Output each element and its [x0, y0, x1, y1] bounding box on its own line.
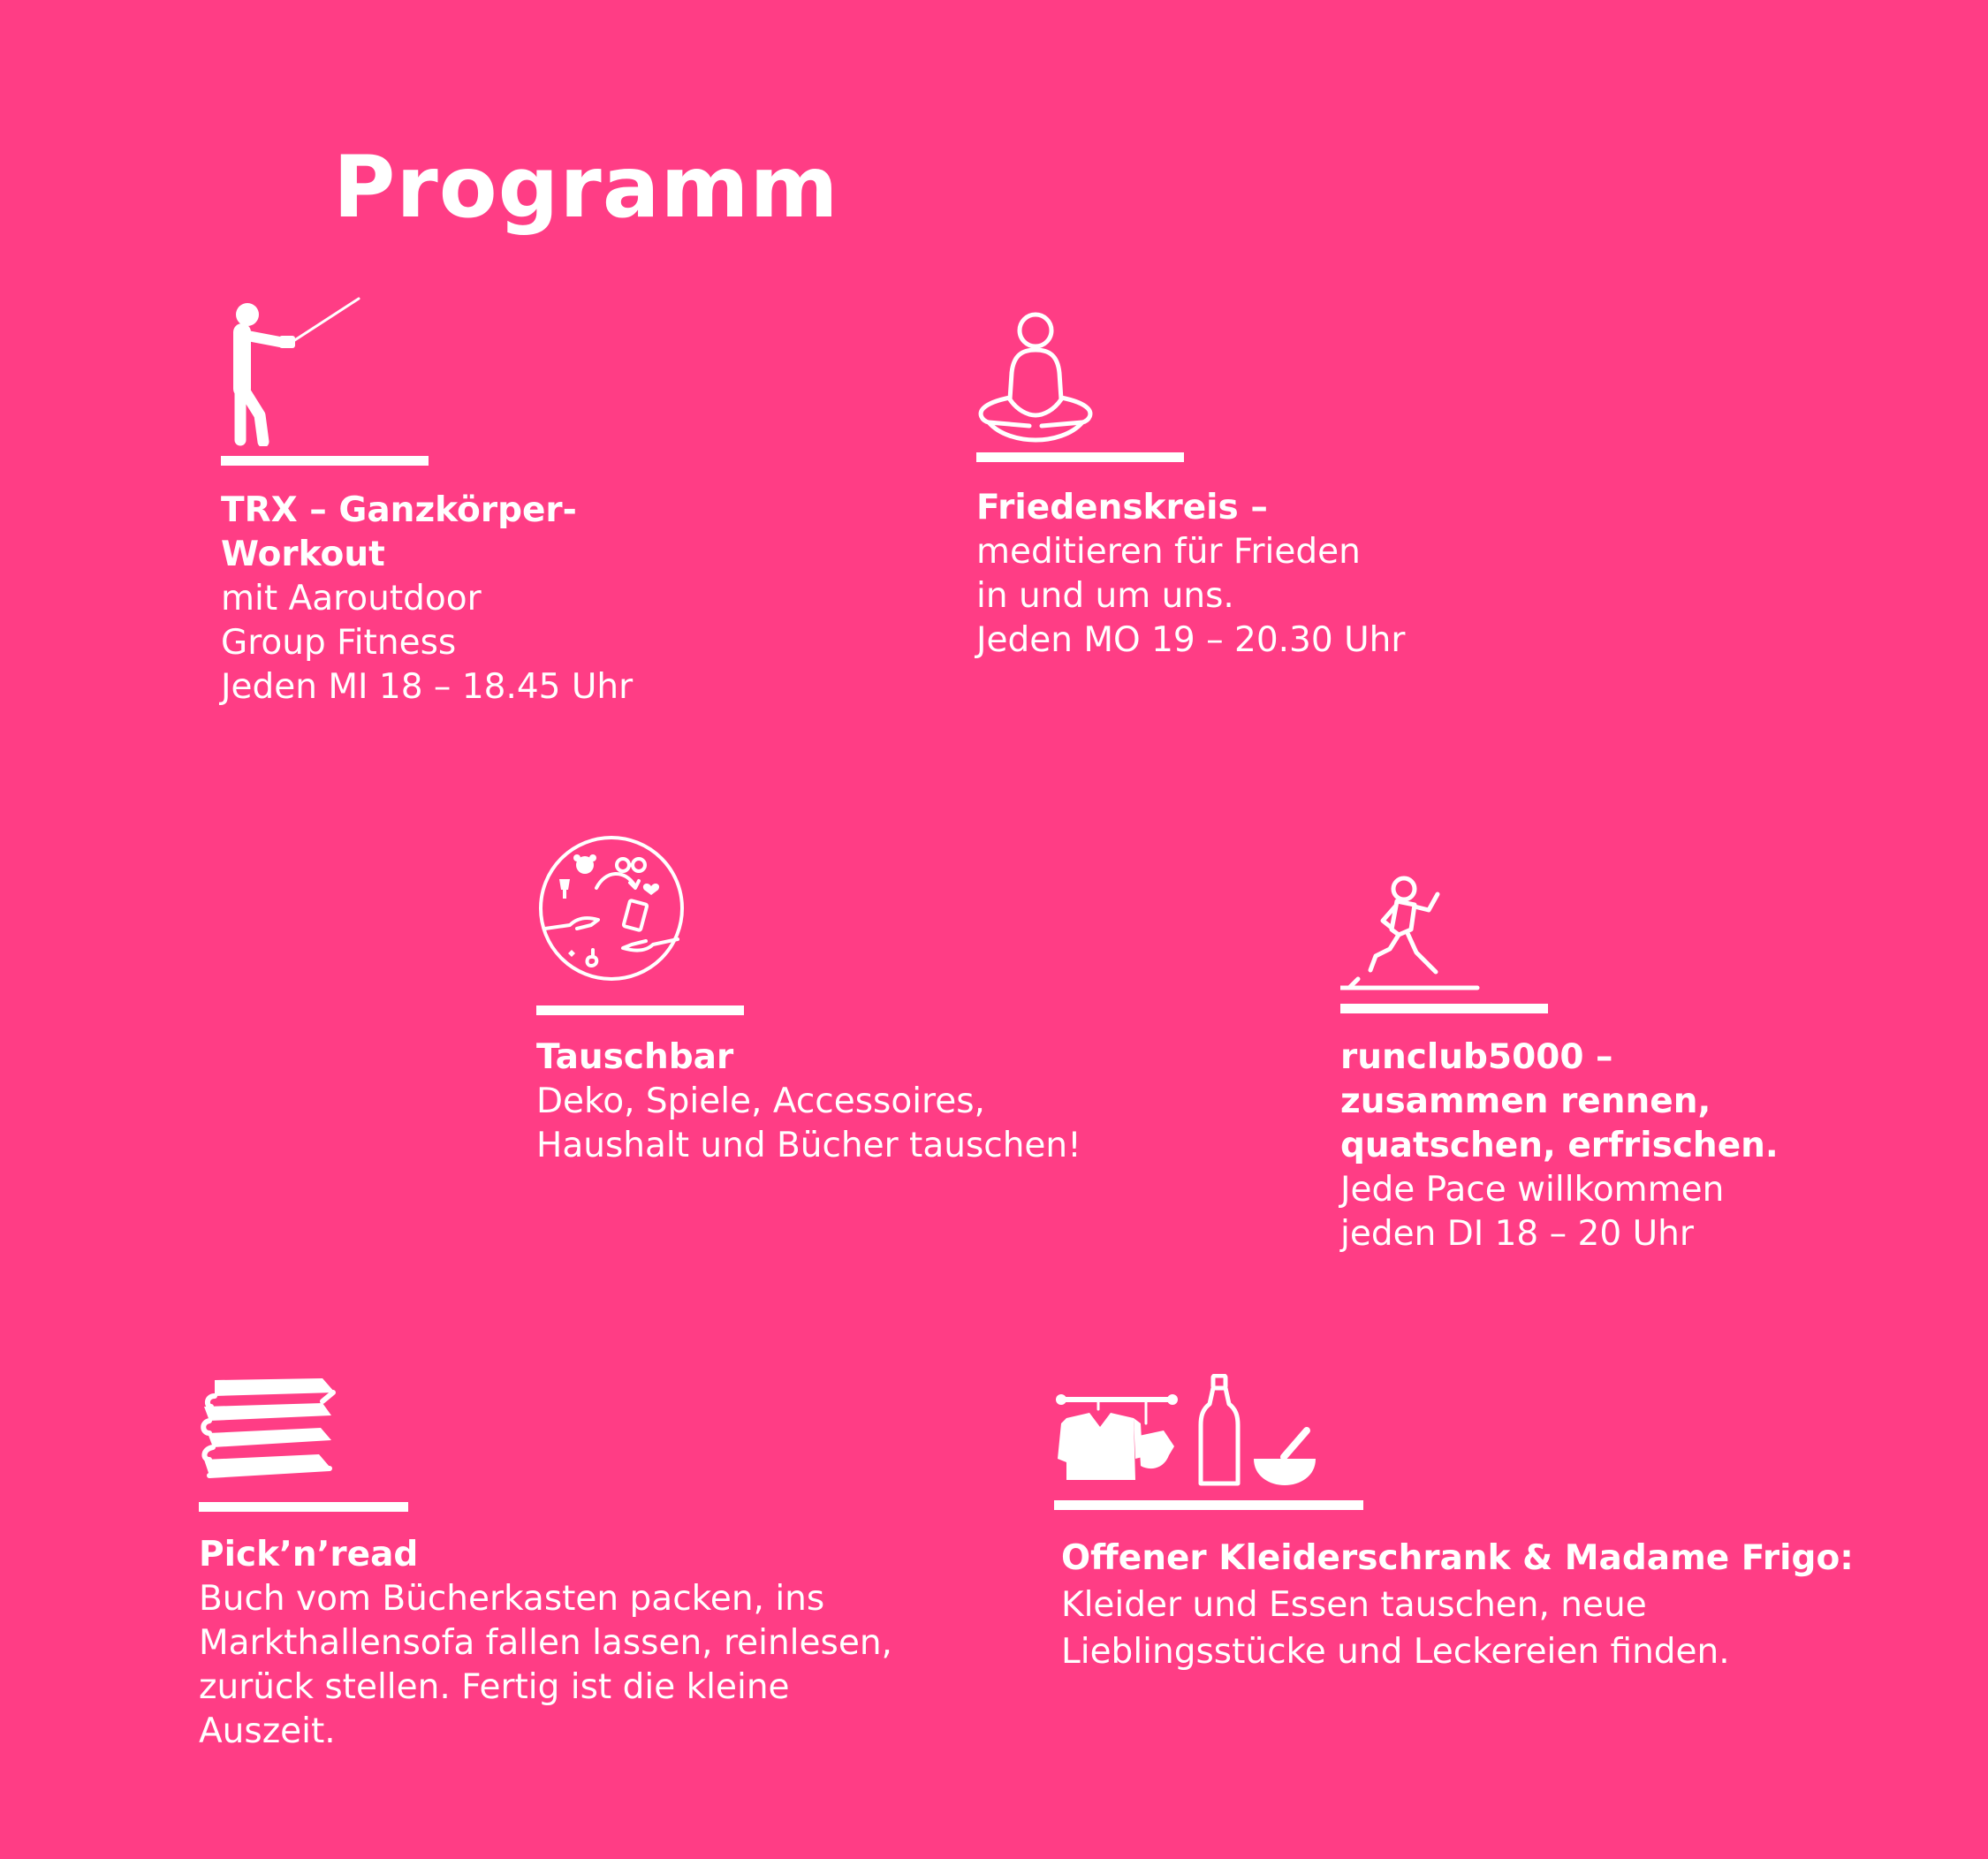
- swap-exchange-icon: [536, 833, 687, 983]
- item-text-line: in und um uns.: [976, 576, 1234, 616]
- divider-bar: [1054, 1500, 1363, 1510]
- item-title-line: quatschen, erfrischen.: [1340, 1126, 1779, 1165]
- program-text-kleiderschrank: [1061, 1535, 1854, 1675]
- divider-bar: [536, 1005, 744, 1015]
- meditation-icon: [976, 311, 1096, 448]
- item-text-line: Kleider und Essen tauschen, neue: [1061, 1585, 1647, 1625]
- item-text-line: Jede Pace willkommen: [1340, 1170, 1725, 1210]
- item-title: Offener Kleiderschrank & Madame Frigo:: [1061, 1538, 1854, 1578]
- item-text-line: mit Aaroutdoor: [221, 579, 482, 618]
- item-text-line: Haushalt und Bücher tauschen!: [536, 1126, 1081, 1165]
- item-title-line: TRX – Ganzkörper-: [221, 490, 577, 530]
- divider-bar: [199, 1502, 408, 1512]
- program-text-picknread: [199, 1533, 892, 1754]
- item-title-line: Workout: [221, 535, 385, 574]
- page-title: Programm: [333, 138, 839, 237]
- item-text-line: Markthallensofa fallen lassen, reinlesen,: [199, 1623, 892, 1663]
- books-stack-icon: [199, 1377, 340, 1487]
- divider-bar: [976, 452, 1184, 462]
- program-text-runclub: [1340, 1036, 1779, 1256]
- item-text-line: Auszeit.: [199, 1711, 336, 1751]
- program-text-friedenskreis: [976, 486, 1405, 663]
- clothes-rack-bottle-bowl-icon: [1054, 1374, 1319, 1489]
- trx-rope-training-icon: [221, 292, 371, 446]
- item-text-line: Buch vom Bücherkasten packen, ins: [199, 1579, 825, 1619]
- item-title: Friedenskreis –: [976, 488, 1268, 527]
- item-text-line: meditieren für Frieden: [976, 532, 1361, 572]
- item-text-line: zurück stellen. Fertig ist die kleine: [199, 1667, 790, 1707]
- item-text-line: jeden DI 18 – 20 Uhr: [1340, 1214, 1694, 1254]
- divider-bar: [1340, 1004, 1548, 1013]
- item-text-line: Jeden MI 18 – 18.45 Uhr: [221, 667, 634, 707]
- item-title: Pick’n’read: [199, 1535, 419, 1574]
- item-text-line: Deko, Spiele, Accessoires,: [536, 1081, 985, 1121]
- program-text-trx: [221, 489, 633, 709]
- item-text-line: Lieblingsstücke und Leckereien finden.: [1061, 1632, 1730, 1672]
- item-title: Tauschbar: [536, 1037, 734, 1077]
- runner-icon: [1340, 875, 1482, 997]
- item-title-line: runclub5000 –: [1340, 1037, 1613, 1077]
- divider-bar: [221, 456, 429, 466]
- item-text-line: Group Fitness: [221, 623, 457, 663]
- item-text-line: Jeden MO 19 – 20.30 Uhr: [976, 620, 1406, 660]
- program-text-tauschbar: [536, 1036, 1081, 1168]
- item-title-line: zusammen rennen,: [1340, 1081, 1711, 1121]
